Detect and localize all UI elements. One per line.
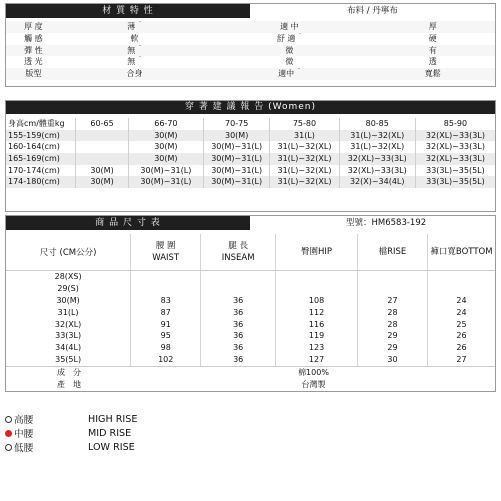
size-value: 36 bbox=[201, 330, 276, 342]
size-row bbox=[6, 342, 495, 354]
fabric-label: 布料 / 丹寧布 bbox=[347, 6, 398, 16]
recommend-cell: 30(M) bbox=[76, 176, 128, 188]
size-value: 26 bbox=[456, 343, 467, 353]
legend-item bbox=[5, 426, 137, 440]
material-attr-label: 觸 感 bbox=[24, 33, 43, 43]
recommend-cell: 31(L)~32(XL) bbox=[340, 141, 416, 153]
recommend-row bbox=[6, 153, 495, 165]
size-name: 31(L) bbox=[6, 307, 131, 319]
legend-zh: 高腰 bbox=[14, 415, 34, 426]
size-row bbox=[6, 283, 495, 295]
size-value bbox=[358, 271, 428, 283]
material-option-1 bbox=[61, 56, 208, 68]
size-col-header bbox=[201, 234, 276, 270]
size-value: 36 bbox=[201, 354, 276, 366]
recommend-cell: 160-164(cm) bbox=[6, 141, 76, 153]
legend-en: LOW RISE bbox=[88, 441, 135, 453]
origin-label: 產 地 bbox=[57, 380, 81, 390]
material-row bbox=[6, 56, 495, 68]
size-name: 34(4L) bbox=[6, 342, 131, 354]
size-value: 28 bbox=[358, 319, 428, 331]
size-value: 36 bbox=[201, 307, 276, 319]
size-value: 29 bbox=[358, 342, 428, 354]
size-value: 27 bbox=[456, 355, 467, 365]
material-row bbox=[6, 33, 495, 45]
size-value: 27 bbox=[358, 295, 428, 307]
recommend-cell: 174-180(cm) bbox=[6, 176, 76, 188]
size-value bbox=[276, 271, 358, 283]
size-value: 30 bbox=[358, 354, 428, 366]
size-row bbox=[6, 271, 495, 283]
material-option-1 bbox=[61, 21, 208, 33]
recommend-header-cell: 66-70 bbox=[129, 118, 204, 130]
size-value bbox=[131, 271, 201, 283]
recommend-cell: 30(M) bbox=[129, 141, 204, 153]
size-value: 108 bbox=[276, 295, 358, 307]
selected-mark-icon: ˘ bbox=[297, 68, 301, 76]
material-option-1 bbox=[61, 68, 208, 80]
recommend-row bbox=[6, 141, 495, 153]
product-size-rows bbox=[6, 271, 495, 366]
circle-icon bbox=[5, 444, 12, 451]
col-header-en: INSEAM bbox=[221, 253, 255, 263]
material-option-3: 厚 bbox=[428, 22, 437, 31]
recommend-cell: 33(3L)~35(5L) bbox=[426, 165, 485, 175]
recommend-row bbox=[6, 165, 495, 177]
size-col-header bbox=[428, 234, 495, 270]
recommend-cell: 30(M)~31(L) bbox=[204, 165, 270, 177]
recommend-cell: 31(L)~32(XL) bbox=[270, 141, 339, 153]
size-value: 95 bbox=[131, 330, 201, 342]
option-1-text: 薄 bbox=[127, 22, 136, 31]
size-row bbox=[6, 307, 495, 319]
material-option-2 bbox=[208, 21, 370, 33]
size-value: 36 bbox=[201, 319, 276, 331]
legend-zh: 中腰 bbox=[14, 429, 34, 440]
recommend-cell: 31(L)~32(XL) bbox=[270, 153, 339, 165]
size-value: 98 bbox=[131, 342, 201, 354]
size-col-header bbox=[358, 234, 428, 270]
option-1-text: 合身 bbox=[126, 69, 143, 79]
size-value: 26 bbox=[456, 331, 467, 341]
recommend-cell: 30(M) bbox=[204, 130, 270, 142]
size-value: 87 bbox=[131, 307, 201, 319]
recommend-cell: 32(X)~34(4L) bbox=[340, 176, 416, 188]
size-value: 25 bbox=[456, 319, 467, 329]
material-section bbox=[5, 3, 496, 87]
recommend-cell bbox=[76, 141, 128, 153]
composition-row bbox=[6, 366, 495, 379]
size-value: 36 bbox=[201, 295, 276, 307]
size-value bbox=[428, 283, 495, 295]
size-col-header bbox=[276, 234, 358, 270]
legend-en: MID RISE bbox=[88, 427, 132, 439]
material-rows bbox=[6, 21, 495, 80]
recommend-cell: 31(L) bbox=[270, 130, 339, 142]
recommend-cell: 32(XL)~33(3L) bbox=[425, 142, 485, 152]
recommend-cell: 165-169(cm) bbox=[6, 153, 76, 165]
composition-value: 棉100% bbox=[298, 368, 329, 378]
legend-zh: 低腰 bbox=[14, 443, 34, 454]
size-value: 24 bbox=[456, 295, 467, 305]
recommend-cell bbox=[76, 153, 128, 165]
size-value: 102 bbox=[131, 354, 201, 366]
filled-circle-icon bbox=[5, 430, 12, 437]
option-2-text: 微 bbox=[285, 45, 294, 55]
size-value: 119 bbox=[276, 330, 358, 342]
size-value: 83 bbox=[131, 295, 201, 307]
material-option-1 bbox=[61, 33, 208, 45]
size-name: 32(XL) bbox=[6, 319, 131, 331]
material-option-3: 有 bbox=[428, 45, 437, 55]
size-name: 29(S) bbox=[6, 283, 131, 295]
recommend-cell: 30(M) bbox=[76, 165, 128, 177]
col-header-zh: 腰 圍 bbox=[155, 241, 176, 251]
col-header-zh: 褲口寬BOTTOM bbox=[430, 247, 493, 257]
material-row bbox=[6, 45, 495, 57]
recommend-header-cell: 70-75 bbox=[204, 118, 270, 130]
size-value bbox=[201, 283, 276, 295]
size-value: 28 bbox=[358, 307, 428, 319]
option-1-text: 軟 bbox=[130, 33, 139, 43]
material-option-3: 透 bbox=[428, 57, 437, 67]
size-col-header bbox=[131, 234, 201, 270]
size-value: 112 bbox=[276, 307, 358, 319]
size-value: 91 bbox=[131, 319, 201, 331]
selected-mark-icon: ˘ bbox=[138, 21, 142, 28]
size-value: 24 bbox=[456, 307, 467, 317]
recommend-cell: 30(M)~31(L) bbox=[204, 176, 270, 188]
legend-item bbox=[5, 412, 137, 426]
recommend-title: 穿 著 建 議 報 告 (Women) bbox=[6, 101, 495, 114]
size-recommendation-section bbox=[5, 100, 496, 212]
size-value: 123 bbox=[276, 342, 358, 354]
col-header-en: WAIST bbox=[152, 253, 180, 263]
recommend-row bbox=[6, 176, 495, 188]
material-attr-label: 厚 度 bbox=[24, 22, 43, 31]
recommend-cell: 33(3L)~35(5L) bbox=[426, 177, 485, 187]
size-value: 116 bbox=[276, 319, 358, 331]
material-option-3: 寬鬆 bbox=[424, 69, 441, 79]
material-row bbox=[6, 21, 495, 33]
recommend-cell: 30(M) bbox=[129, 153, 204, 165]
option-2-text: 微 bbox=[285, 57, 294, 67]
size-value bbox=[201, 271, 276, 283]
recommend-cell: 32(XL)~33(3L) bbox=[340, 165, 416, 177]
composition-label: 成 分 bbox=[57, 368, 81, 378]
option-2-text: 適 中 bbox=[280, 22, 299, 31]
material-attr-label: 透 光 bbox=[24, 57, 43, 67]
recommend-cell: 30(M)~31(L) bbox=[129, 165, 204, 177]
size-row bbox=[6, 330, 495, 342]
size-value bbox=[428, 271, 495, 283]
option-1-text: 無 bbox=[127, 45, 136, 55]
material-option-2 bbox=[208, 68, 370, 80]
recommend-cell: 155-159(cm) bbox=[6, 130, 76, 142]
material-option-2 bbox=[208, 45, 370, 57]
product-size-title: 商 品 尺 寸 表 bbox=[6, 216, 250, 230]
col-header-zh: 檔RISE bbox=[378, 247, 407, 257]
selected-mark-icon: ˘ bbox=[138, 44, 142, 52]
product-size-header bbox=[6, 234, 495, 271]
recommend-header-cell: 85-90 bbox=[443, 119, 468, 128]
size-value: 36 bbox=[201, 342, 276, 354]
col-header-zh: 腿 長 bbox=[228, 241, 249, 251]
recommend-cell: 170-174(cm) bbox=[6, 165, 76, 177]
material-attr-label: 版型 bbox=[25, 69, 42, 79]
legend-item bbox=[5, 440, 137, 454]
selected-mark-icon: ˘ bbox=[138, 56, 142, 64]
recommend-cell: 30(M)~31(L) bbox=[204, 141, 270, 153]
recommend-header-cell: 80-85 bbox=[340, 118, 416, 130]
size-value bbox=[276, 283, 358, 295]
material-option-2 bbox=[208, 56, 370, 68]
recommend-cell: 30(M) bbox=[129, 130, 204, 142]
material-row bbox=[6, 68, 495, 80]
recommend-header-cell: 60-65 bbox=[76, 118, 128, 130]
origin-value: 台灣製 bbox=[301, 380, 326, 390]
recommend-header-cell: 75-80 bbox=[270, 118, 339, 130]
size-col-label: 尺寸 (CM公分) bbox=[6, 234, 131, 270]
origin-row bbox=[6, 379, 495, 391]
size-name: 30(M) bbox=[6, 295, 131, 307]
size-name: 35(5L) bbox=[6, 354, 131, 366]
size-name: 28(XS) bbox=[6, 271, 131, 283]
size-row bbox=[6, 319, 495, 331]
material-option-1 bbox=[61, 45, 208, 57]
recommend-cell: 32(XL)~33(3L) bbox=[425, 130, 485, 140]
recommend-cell: 31(L)~32(XL) bbox=[270, 176, 339, 188]
selected-mark-icon: ˘ bbox=[298, 32, 302, 40]
recommend-row bbox=[6, 130, 495, 142]
recommend-cell: 31(L)~32(XL) bbox=[340, 130, 416, 142]
size-value: 127 bbox=[276, 354, 358, 366]
material-attr-label: 彈 性 bbox=[24, 45, 43, 55]
recommend-cell: 31(L)~32(XL) bbox=[270, 165, 339, 177]
col-header-zh: 臀圍HIP bbox=[301, 247, 333, 257]
option-2-text: 適中 bbox=[278, 69, 295, 79]
size-value bbox=[131, 283, 201, 295]
size-row bbox=[6, 295, 495, 307]
recommend-cell bbox=[76, 130, 128, 142]
material-title: 材 質 特 性 bbox=[6, 4, 250, 18]
option-1-text: 無 bbox=[127, 57, 136, 67]
recommend-cell: 30(M)~31(L) bbox=[129, 176, 204, 188]
circle-icon bbox=[5, 416, 12, 423]
recommend-header-cell: 身高cm/體重kg bbox=[6, 118, 76, 130]
size-value: 29 bbox=[358, 330, 428, 342]
model-number: 型號：HM6583-192 bbox=[346, 218, 427, 228]
recommend-table bbox=[6, 118, 495, 188]
recommend-cell: 32(XL)~33(3L) bbox=[425, 154, 485, 164]
recommend-cell: 32(XL)~33(3L) bbox=[340, 153, 416, 165]
material-option-3: 硬 bbox=[428, 33, 437, 43]
option-2-text: 舒 適 bbox=[276, 33, 296, 43]
recommend-cell: 30(M)~31(L) bbox=[204, 153, 270, 165]
product-size-section bbox=[5, 215, 496, 392]
size-row bbox=[6, 354, 495, 366]
size-value bbox=[358, 283, 428, 295]
rise-legend bbox=[5, 412, 137, 454]
recommend-header-row bbox=[6, 118, 495, 130]
size-name: 33(3L) bbox=[6, 330, 131, 342]
legend-en: HIGH RISE bbox=[88, 413, 138, 425]
material-option-2 bbox=[208, 33, 370, 45]
